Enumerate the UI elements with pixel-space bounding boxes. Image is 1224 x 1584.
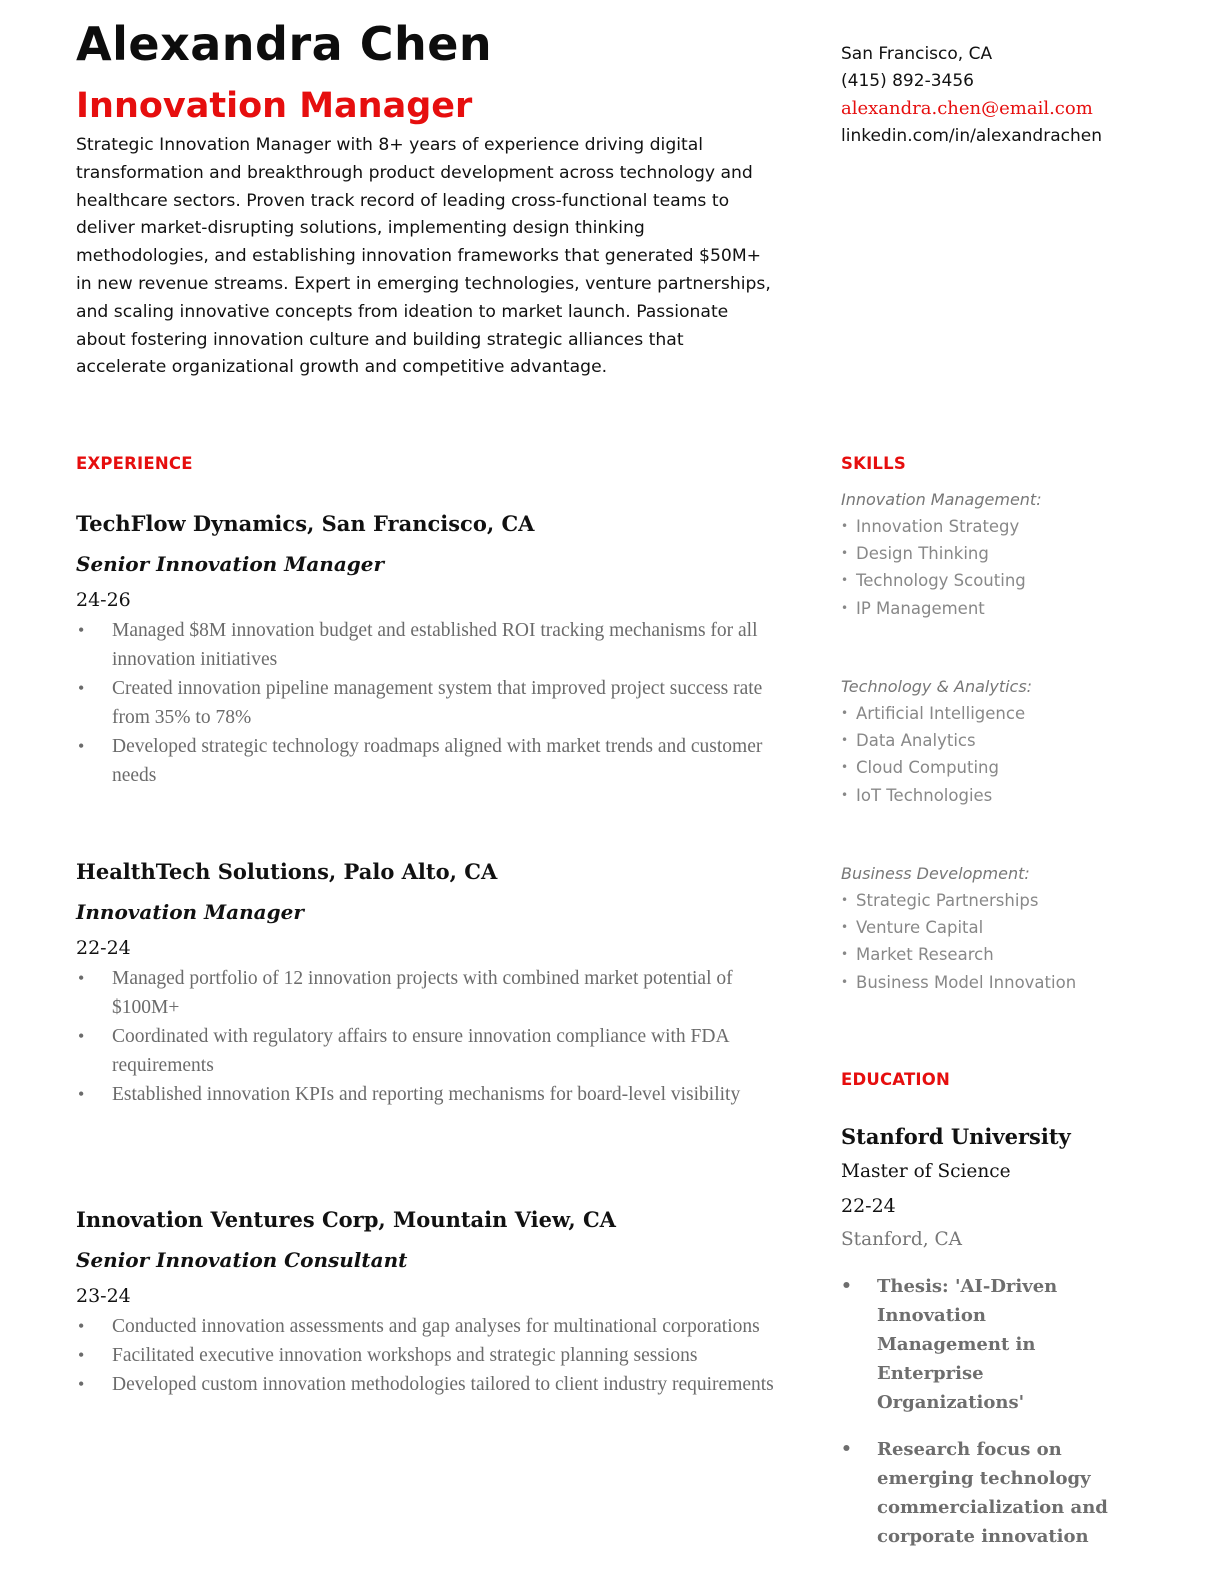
company-name: HealthTech Solutions, Palo Alto, CA [76, 859, 498, 884]
bullet-icon: • [841, 974, 849, 989]
bullet-text: Managed $8M innovation budget and established ROI tracking mechanisms for all innovation initiatives [112, 620, 758, 670]
skill-group-technology-analytics [841, 673, 1161, 809]
skill-item [841, 567, 1161, 594]
bullet-icon: • [78, 968, 85, 988]
skill-text: Technology Scouting [856, 571, 1026, 591]
experience-entry-healthtech [76, 858, 796, 1109]
education-heading: EDUCATION [841, 1070, 950, 1089]
skill-text: Business Model Innovation [856, 972, 1077, 992]
experience-entry-techflow [76, 510, 796, 790]
education-bullet [841, 1272, 1117, 1417]
education-bullets [841, 1272, 1161, 1551]
bullet-text: Research focus on emerging technology commercialization and corporate innovation [877, 1439, 1108, 1547]
skill-text: Cloud Computing [856, 758, 999, 778]
job-role: Senior Innovation Manager [76, 552, 385, 576]
skill-category: Innovation Management: [841, 490, 1042, 509]
skill-text: Market Research [856, 945, 994, 965]
job-bullet [76, 674, 796, 732]
skill-item [841, 700, 1161, 727]
job-bullets [76, 1312, 796, 1399]
bullet-text: Facilitated executive innovation workshops and strategic planning sessions [112, 1345, 698, 1366]
skill-item [841, 595, 1161, 622]
skill-category: Technology & Analytics: [841, 677, 1033, 696]
job-bullets [76, 616, 796, 790]
education-location: Stanford, CA [841, 1229, 962, 1250]
skill-item [841, 513, 1161, 540]
skills-heading: SKILLS [841, 454, 906, 473]
company-name: Innovation Ventures Corp, Mountain View, CA [76, 1207, 616, 1232]
bullet-text: Managed portfolio of 12 innovation projects with combined market potential of $100M+ [112, 968, 733, 1018]
education-entry [841, 1122, 1161, 1569]
skill-text: Innovation Strategy [856, 517, 1020, 536]
degree: Master of Science [841, 1161, 1011, 1182]
bullet-text: Created innovation pipeline management system that improved project success rate from 35% to 78% [112, 678, 763, 728]
bullet-text: Conducted innovation assessments and gap analyses for multinational corporations [112, 1316, 760, 1337]
job-role: Innovation Manager [76, 900, 304, 924]
skill-list [841, 887, 1161, 996]
skill-item [841, 540, 1161, 567]
job-dates: 22-24 [76, 937, 131, 959]
skill-category: Business Development: [841, 864, 1030, 883]
bullet-icon: • [78, 678, 85, 698]
skill-group-business-development [841, 860, 1161, 996]
bullet-icon: • [841, 920, 849, 935]
job-bullets [76, 964, 796, 1109]
skill-text: Design Thinking [856, 544, 989, 564]
bullet-icon: • [841, 1439, 852, 1459]
bullet-text: Developed strategic technology roadmaps aligned with market trends and customer needs [112, 736, 763, 786]
skill-list [841, 513, 1161, 622]
education-dates: 22-24 [841, 1195, 896, 1217]
bullet-icon: • [78, 1026, 85, 1046]
job-dates: 24-26 [76, 589, 131, 611]
bullet-icon: • [841, 760, 849, 775]
bullet-icon: • [841, 600, 849, 615]
job-role: Senior Innovation Consultant [76, 1248, 408, 1272]
skill-item [841, 887, 1161, 914]
bullet-icon: • [78, 1345, 85, 1365]
bullet-icon: • [78, 1374, 85, 1394]
bullet-icon: • [841, 706, 849, 720]
contact-location: San Francisco, CA [841, 44, 993, 64]
company-name: TechFlow Dynamics, San Francisco, CA [76, 511, 535, 536]
bullet-icon: • [841, 947, 849, 962]
skill-item [841, 914, 1161, 941]
job-title: Innovation Manager [76, 86, 473, 126]
bullet-text: Developed custom innovation methodologies tailored to client industry requirements [112, 1374, 774, 1395]
bullet-text: Established innovation KPIs and reporting mechanisms for board-level visibility [112, 1084, 741, 1105]
skill-text: Data Analytics [856, 731, 976, 751]
job-bullet [76, 1370, 796, 1399]
skill-item [841, 969, 1161, 996]
job-bullet [76, 1022, 796, 1080]
bullet-icon: • [841, 1276, 852, 1296]
skill-item [841, 941, 1161, 968]
bullet-icon: • [78, 1316, 85, 1336]
skill-text: Artificial Intelligence [856, 704, 1026, 723]
contact-email-link[interactable]: alexandra.chen@email.com [841, 98, 1093, 120]
skill-list [841, 700, 1161, 809]
skill-text: IP Management [856, 598, 985, 618]
education-bullet [841, 1435, 1117, 1551]
job-bullet [76, 616, 796, 674]
skill-text: IoT Technologies [856, 785, 993, 805]
contact-info [841, 41, 1161, 150]
job-bullet [76, 1312, 796, 1341]
skill-item [841, 727, 1161, 754]
skill-item [841, 754, 1161, 781]
bullet-text: Thesis: 'AI-Driven Innovation Management in Enterprise Organizations' [877, 1276, 1058, 1413]
bullet-icon: • [78, 736, 85, 756]
bullet-icon: • [841, 733, 849, 748]
professional-summary: Strategic Innovation Manager with 8+ years of experience driving digital transformation and breakthrough product development across technology and healthcare sectors. Proven track record of leading cross-functional teams to deliver market-disrupting solutions, implementing design thinking methodologies, and establishing innovation frameworks that generated $50M+ in new revenue streams. Expert in emerging technologies, venture partnerships, and scaling innovative concepts from ideation to market launch. Passionate about fostering innovation culture and building strategic alliances that accelerate organizational growth and competitive advantage. [76, 135, 771, 378]
skill-text: Venture Capital [856, 918, 984, 938]
bullet-icon: • [841, 519, 849, 533]
contact-phone: (415) 892-3456 [841, 71, 974, 92]
skill-text: Strategic Partnerships [856, 891, 1039, 910]
bullet-icon: • [841, 893, 849, 907]
bullet-icon: • [841, 546, 849, 561]
bullet-icon: • [841, 787, 849, 802]
bullet-icon: • [841, 573, 849, 588]
bullet-icon: • [78, 620, 85, 640]
job-bullet [76, 732, 796, 790]
job-bullet [76, 964, 796, 1022]
experience-entry-innovation-ventures [76, 1206, 796, 1399]
job-dates: 23-24 [76, 1285, 131, 1307]
experience-heading: EXPERIENCE [76, 454, 193, 473]
skill-item [841, 782, 1161, 809]
candidate-name: Alexandra Chen [76, 17, 493, 71]
contact-linkedin-link[interactable]: linkedin.com/in/alexandrachen [841, 125, 1102, 146]
job-bullet [76, 1080, 796, 1109]
bullet-text: Coordinated with regulatory affairs to ensure innovation compliance with FDA requirements [112, 1026, 729, 1076]
job-bullet [76, 1341, 796, 1370]
school-name: Stanford University [841, 1124, 1071, 1149]
skill-group-innovation-management [841, 486, 1161, 622]
bullet-icon: • [78, 1084, 85, 1104]
